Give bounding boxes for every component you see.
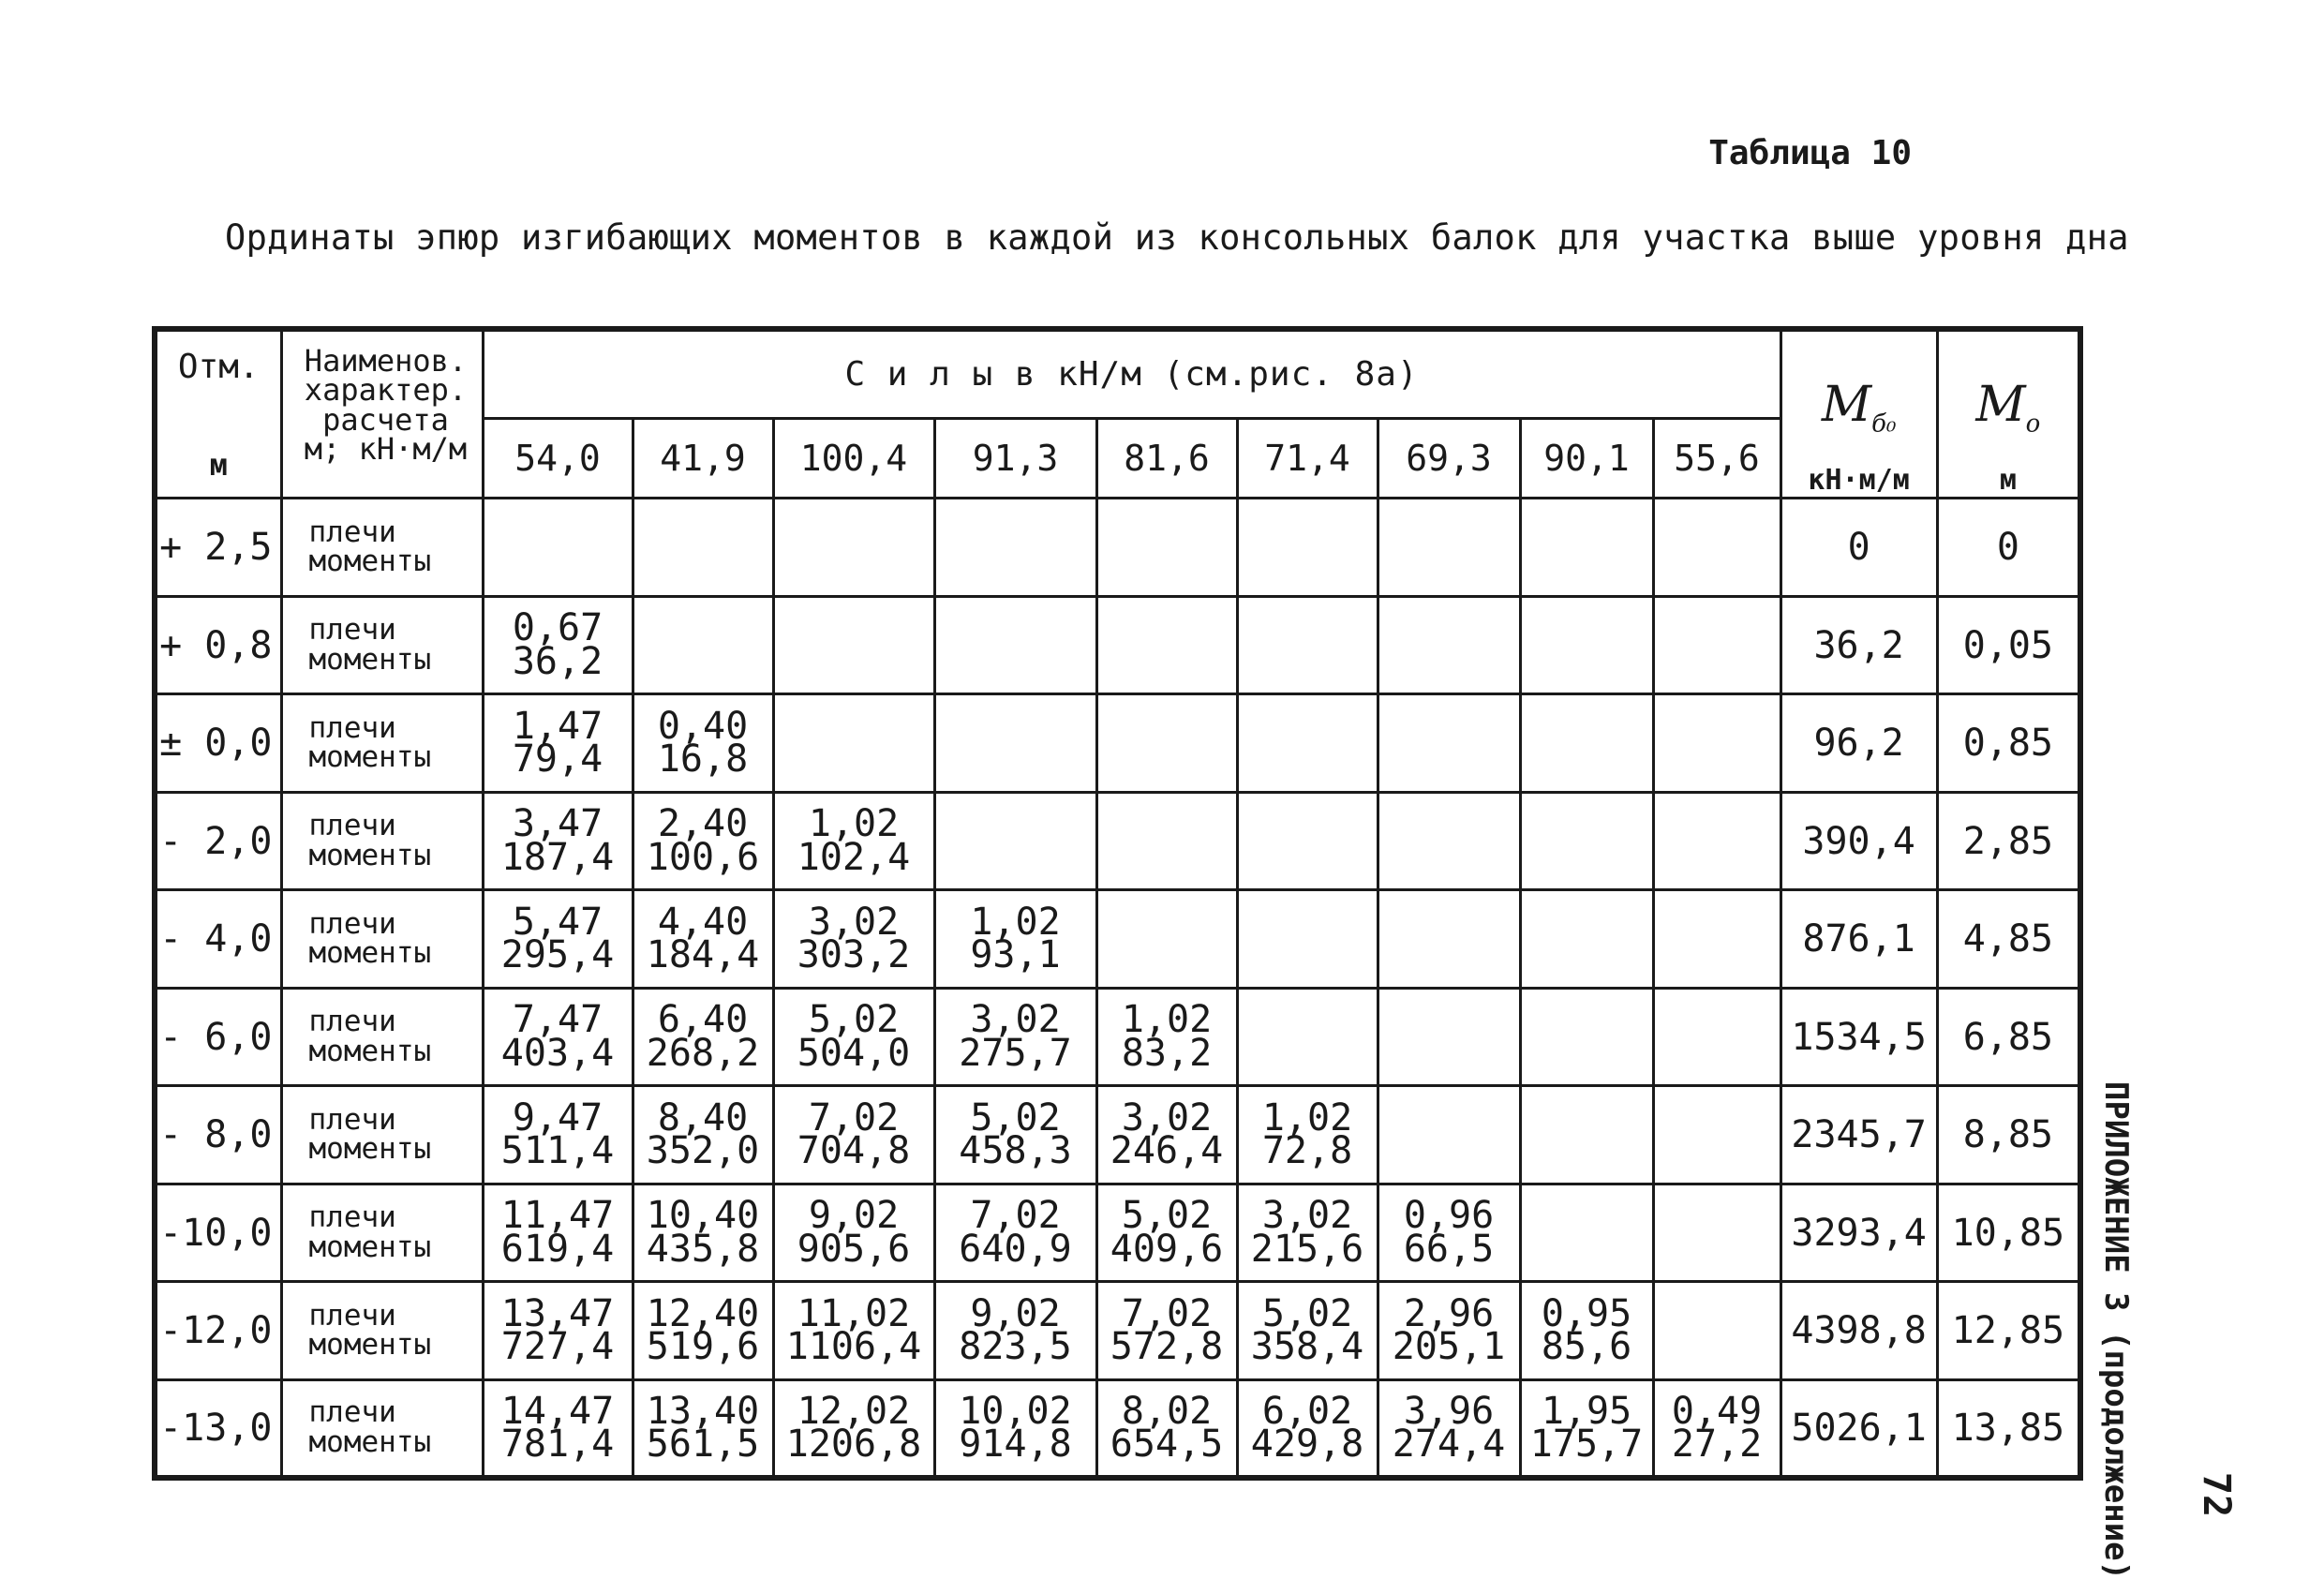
arm-value: 1,02	[1121, 998, 1213, 1042]
value-cell	[1520, 1184, 1653, 1282]
moment-value: 914,8	[959, 1422, 1072, 1466]
moment-value: 640,9	[959, 1227, 1072, 1271]
moment-value: 352,0	[646, 1129, 760, 1173]
arm-value: 1,02	[808, 802, 900, 846]
moment-value: 205,1	[1392, 1325, 1506, 1369]
moment-value: 519,6	[646, 1325, 760, 1369]
value-cell	[1653, 1282, 1780, 1380]
arm-value: 9,02	[808, 1194, 900, 1238]
force-value-header: 71,4	[1237, 419, 1378, 499]
arm-value: 5,02	[1261, 1291, 1353, 1335]
name-header-line: Наименов.	[304, 343, 468, 379]
moment-value: 295,4	[500, 933, 615, 977]
table-row	[155, 1184, 2080, 1282]
arm-value: 0,95	[1541, 1291, 1632, 1335]
moment-value: 435,8	[646, 1227, 760, 1271]
mb0-cell: 4398,8	[1780, 1282, 1937, 1380]
value-cell	[483, 890, 633, 989]
value-cell	[773, 1282, 934, 1380]
mb0-cell: 36,2	[1780, 596, 1937, 694]
arm-value: 8,02	[1121, 1389, 1213, 1433]
moments-label: моменты	[308, 1424, 432, 1459]
arms-label: плечи	[308, 906, 396, 941]
force-value-header: 55,6	[1653, 419, 1780, 499]
moment-value: 93,1	[970, 933, 1061, 977]
arm-value: 13,47	[500, 1291, 615, 1335]
table-row	[155, 1282, 2080, 1380]
row-name-cell	[281, 694, 483, 793]
moment-value: 504,0	[797, 1031, 911, 1075]
value-cell	[1096, 988, 1237, 1086]
moment-value: 85,6	[1541, 1325, 1632, 1369]
forces-header: С и л ы в кН/м (см.рис. 8а)	[483, 329, 1780, 419]
moments-label: моменты	[308, 936, 432, 971]
value-cell	[483, 792, 633, 890]
table-row	[155, 1379, 2080, 1478]
value-cell	[934, 694, 1096, 793]
m0-cell: 0	[1937, 499, 2080, 597]
value-cell	[1520, 596, 1653, 694]
arm-value: 2,96	[1403, 1291, 1495, 1335]
value-cell	[633, 1086, 773, 1184]
value-cell	[1653, 1184, 1780, 1282]
value-cell	[483, 1379, 633, 1478]
m0-cell: 0,05	[1937, 596, 2080, 694]
moment-value: 268,2	[646, 1031, 760, 1075]
value-cell	[483, 596, 633, 694]
value-cell	[633, 596, 773, 694]
arm-value: 5,02	[970, 1095, 1061, 1140]
moments-table	[152, 326, 2083, 1481]
table-row	[155, 792, 2080, 890]
moment-value: 561,5	[646, 1422, 760, 1466]
row-name-cell	[281, 596, 483, 694]
arm-value: 5,02	[1121, 1194, 1213, 1238]
value-cell	[1237, 792, 1378, 890]
value-cell	[1096, 694, 1237, 793]
arm-value: 0,67	[512, 606, 603, 650]
elevation-cell: -12,0	[155, 1282, 281, 1380]
name-header	[281, 329, 483, 499]
arm-value: 2,40	[657, 802, 749, 846]
moment-value: 102,4	[797, 835, 911, 879]
table-row	[155, 890, 2080, 989]
arm-value: 0,49	[1671, 1389, 1763, 1433]
force-value-header: 91,3	[934, 419, 1096, 499]
value-cell	[1096, 1282, 1237, 1380]
value-cell	[633, 1282, 773, 1380]
value-cell	[934, 1086, 1096, 1184]
moment-value: 36,2	[512, 639, 603, 683]
moment-value: 175,7	[1529, 1422, 1644, 1466]
value-cell	[1378, 596, 1520, 694]
arms-label: плечи	[308, 809, 396, 843]
moment-value: 66,5	[1403, 1227, 1495, 1271]
value-cell	[934, 1282, 1096, 1380]
value-cell	[1237, 596, 1378, 694]
moment-value: 27,2	[1671, 1422, 1763, 1466]
value-cell	[1237, 1086, 1378, 1184]
value-cell	[1653, 499, 1780, 597]
arm-value: 14,47	[500, 1389, 615, 1433]
moment-value: 403,4	[500, 1031, 615, 1075]
value-cell	[1378, 890, 1520, 989]
elevation-cell: -13,0	[155, 1379, 281, 1478]
row-name-cell	[281, 499, 483, 597]
row-name-cell	[281, 1086, 483, 1184]
moment-value: 215,6	[1250, 1227, 1364, 1271]
arm-value: 3,47	[512, 802, 603, 846]
value-cell	[934, 792, 1096, 890]
moment-value: 1206,8	[785, 1422, 922, 1466]
arms-label: плечи	[308, 1200, 396, 1235]
arm-value: 7,02	[970, 1194, 1061, 1238]
row-name-cell	[281, 792, 483, 890]
value-cell	[1237, 1379, 1378, 1478]
value-cell	[773, 1086, 934, 1184]
value-cell	[1237, 499, 1378, 597]
arms-label: плечи	[308, 1298, 396, 1333]
moment-value: 184,4	[646, 933, 760, 977]
value-cell	[483, 694, 633, 793]
name-header-line: расчета	[322, 401, 449, 438]
value-cell	[633, 988, 773, 1086]
force-value-header: 41,9	[633, 419, 773, 499]
force-value-header: 90,1	[1520, 419, 1653, 499]
value-cell	[934, 1379, 1096, 1478]
value-cell	[1378, 1379, 1520, 1478]
moment-value: 572,8	[1110, 1325, 1224, 1369]
value-cell	[934, 988, 1096, 1086]
moment-value: 409,6	[1110, 1227, 1224, 1271]
arm-value: 7,02	[808, 1095, 900, 1140]
moment-value: 358,4	[1250, 1325, 1364, 1369]
value-cell	[1520, 1379, 1653, 1478]
m0-cell: 12,85	[1937, 1282, 2080, 1380]
row-name-cell	[281, 1282, 483, 1380]
mb0-cell: 1534,5	[1780, 988, 1937, 1086]
arms-label: плечи	[308, 613, 396, 648]
value-cell	[483, 499, 633, 597]
moment-value: 654,5	[1110, 1422, 1224, 1466]
value-cell	[1096, 1379, 1237, 1478]
elevation-header-label: Отм.	[177, 348, 260, 386]
table-row	[155, 694, 2080, 793]
value-cell	[1653, 1086, 1780, 1184]
value-cell	[1520, 694, 1653, 793]
value-cell	[1653, 1379, 1780, 1478]
m0-cell: 2,85	[1937, 792, 2080, 890]
arm-value: 12,40	[646, 1291, 760, 1335]
moment-value: 823,5	[959, 1325, 1072, 1369]
arms-label: плечи	[308, 1395, 396, 1430]
value-cell	[633, 890, 773, 989]
moment-value: 1106,4	[785, 1325, 922, 1369]
elevation-cell: + 0,8	[155, 596, 281, 694]
value-cell	[1520, 1086, 1653, 1184]
value-cell	[773, 988, 934, 1086]
arm-value: 7,02	[1121, 1291, 1213, 1335]
moment-value: 275,7	[959, 1031, 1072, 1075]
arm-value: 1,02	[1261, 1095, 1353, 1140]
moment-value: 619,4	[500, 1227, 615, 1271]
m0-cell: 6,85	[1937, 988, 2080, 1086]
m0-cell: 13,85	[1937, 1379, 2080, 1478]
mb0-symbol: $M_{б_0}$	[1821, 377, 1897, 439]
moments-label: моменты	[308, 1132, 432, 1167]
moments-label: моменты	[308, 544, 432, 579]
arm-value: 3,02	[1121, 1095, 1213, 1140]
value-cell	[934, 1184, 1096, 1282]
arm-value: 3,02	[808, 900, 900, 944]
moments-label: моменты	[308, 1328, 432, 1363]
arm-value: 11,02	[797, 1291, 911, 1335]
elevation-cell: - 8,0	[155, 1086, 281, 1184]
m0-cell: 0,85	[1937, 694, 2080, 793]
force-value-header: 81,6	[1096, 419, 1237, 499]
value-cell	[1653, 694, 1780, 793]
moments-label: моменты	[308, 838, 432, 872]
mb0-cell: 3293,4	[1780, 1184, 1937, 1282]
value-cell	[773, 596, 934, 694]
value-cell	[1096, 1086, 1237, 1184]
value-cell	[773, 792, 934, 890]
value-cell	[1520, 792, 1653, 890]
value-cell	[633, 694, 773, 793]
value-cell	[1378, 1184, 1520, 1282]
elevation-cell: -10,0	[155, 1184, 281, 1282]
arm-value: 7,47	[512, 998, 603, 1042]
arm-value: 13,40	[646, 1389, 760, 1433]
arm-value: 12,02	[797, 1389, 911, 1433]
arm-value: 1,02	[970, 900, 1061, 944]
value-cell	[633, 1184, 773, 1282]
value-cell	[1237, 1184, 1378, 1282]
value-cell	[1096, 596, 1237, 694]
mb0-cell: 876,1	[1780, 890, 1937, 989]
moment-value: 100,6	[646, 835, 760, 879]
moment-value: 246,4	[1110, 1129, 1224, 1173]
arm-value: 11,47	[500, 1194, 615, 1238]
force-value-header: 100,4	[773, 419, 934, 499]
row-name-cell	[281, 1184, 483, 1282]
value-cell	[1237, 1282, 1378, 1380]
moment-value: 727,4	[500, 1325, 615, 1369]
elevation-header-unit: м	[209, 447, 228, 483]
m0-cell: 4,85	[1937, 890, 2080, 989]
elevation-cell: - 2,0	[155, 792, 281, 890]
arm-value: 0,40	[657, 704, 749, 748]
arm-value: 0,96	[1403, 1194, 1495, 1238]
arms-label: плечи	[308, 514, 396, 549]
table-number: Таблица 10	[1708, 134, 1912, 172]
arm-value: 3,96	[1403, 1389, 1495, 1433]
arms-label: плечи	[308, 1005, 396, 1039]
arm-value: 9,47	[512, 1095, 603, 1140]
row-name-cell	[281, 890, 483, 989]
value-cell	[1096, 792, 1237, 890]
elevation-header	[155, 329, 281, 499]
mb0-unit: кН·м/м	[1808, 464, 1910, 498]
elevation-cell: - 4,0	[155, 890, 281, 989]
table-row	[155, 596, 2080, 694]
value-cell	[1653, 988, 1780, 1086]
arm-value: 1,95	[1541, 1389, 1632, 1433]
m0-unit: м	[1999, 464, 2017, 498]
table-row	[155, 988, 2080, 1086]
arm-value: 3,02	[1261, 1194, 1353, 1238]
arm-value: 5,47	[512, 900, 603, 944]
value-cell	[1378, 1086, 1520, 1184]
moment-value: 79,4	[512, 737, 603, 782]
name-header-line: м; кН·м/м	[304, 431, 468, 468]
m0-cell: 8,85	[1937, 1086, 2080, 1184]
value-cell	[483, 1086, 633, 1184]
value-cell	[1378, 499, 1520, 597]
value-cell	[483, 1184, 633, 1282]
value-cell	[1520, 1282, 1653, 1380]
value-cell	[934, 499, 1096, 597]
elevation-cell: + 2,5	[155, 499, 281, 597]
arm-value: 6,40	[657, 998, 749, 1042]
value-cell	[1237, 694, 1378, 793]
force-value-header: 69,3	[1378, 419, 1520, 499]
value-cell	[483, 988, 633, 1086]
mb0-cell: 390,4	[1780, 792, 1937, 890]
value-cell	[1378, 988, 1520, 1086]
m0-symbol: $M_о$	[1975, 377, 2041, 439]
arms-label: плечи	[308, 710, 396, 745]
force-value-header: 54,0	[483, 419, 633, 499]
mb0-cell: 5026,1	[1780, 1379, 1937, 1478]
value-cell	[1096, 890, 1237, 989]
moments-label: моменты	[308, 1229, 432, 1264]
m0-cell: 10,85	[1937, 1184, 2080, 1282]
value-cell	[1520, 890, 1653, 989]
arm-value: 5,02	[808, 998, 900, 1042]
value-cell	[1096, 499, 1237, 597]
mb0-cell: 2345,7	[1780, 1086, 1937, 1184]
value-cell	[1653, 596, 1780, 694]
value-cell	[1653, 792, 1780, 890]
value-cell	[633, 1379, 773, 1478]
value-cell	[773, 890, 934, 989]
moment-value: 72,8	[1261, 1129, 1353, 1173]
table-row	[155, 499, 2080, 597]
moment-value: 187,4	[500, 835, 615, 879]
arm-value: 3,02	[970, 998, 1061, 1042]
elevation-cell: ± 0,0	[155, 694, 281, 793]
moments-label: моменты	[308, 1034, 432, 1068]
mb0-header	[1780, 329, 1937, 499]
row-name-cell	[281, 1379, 483, 1478]
arm-value: 8,40	[657, 1095, 749, 1140]
value-cell	[1653, 890, 1780, 989]
table-caption: Ординаты эпюр изгибающих моментов в каждой из консольных балок для участка выше уровня дна	[225, 217, 2129, 258]
value-cell	[1237, 890, 1378, 989]
m0-header	[1937, 329, 2080, 499]
value-cell	[1520, 499, 1653, 597]
value-cell	[934, 596, 1096, 694]
value-cell	[773, 1184, 934, 1282]
moment-value: 274,4	[1392, 1422, 1506, 1466]
moment-value: 704,8	[797, 1129, 911, 1173]
moments-label: моменты	[308, 740, 432, 775]
value-cell	[934, 890, 1096, 989]
table-row	[155, 1086, 2080, 1184]
value-cell	[1096, 1184, 1237, 1282]
mb0-cell: 96,2	[1780, 694, 1937, 793]
moment-value: 16,8	[657, 737, 749, 782]
row-name-cell	[281, 988, 483, 1086]
moments-label: моменты	[308, 642, 432, 677]
name-header-line: характер.	[304, 372, 468, 409]
value-cell	[773, 694, 934, 793]
arm-value: 4,40	[657, 900, 749, 944]
value-cell	[633, 499, 773, 597]
moment-value: 905,6	[797, 1227, 911, 1271]
value-cell	[1520, 988, 1653, 1086]
value-cell	[483, 1282, 633, 1380]
arms-label: плечи	[308, 1102, 396, 1137]
mb0-cell: 0	[1780, 499, 1937, 597]
arm-value: 6,02	[1261, 1389, 1353, 1433]
appendix-note: ПРИЛОЖЕНИЕ 3 (продолжение)	[2097, 1080, 2135, 1581]
value-cell	[1378, 1282, 1520, 1380]
arm-value: 10,02	[959, 1389, 1072, 1433]
moment-value: 511,4	[500, 1129, 615, 1173]
moment-value: 458,3	[959, 1129, 1072, 1173]
value-cell	[633, 792, 773, 890]
moment-value: 303,2	[797, 933, 911, 977]
arm-value: 1,47	[512, 704, 603, 748]
elevation-cell: - 6,0	[155, 988, 281, 1086]
page-number: 72	[2195, 1471, 2238, 1518]
value-cell	[1378, 694, 1520, 793]
moment-value: 429,8	[1250, 1422, 1364, 1466]
value-cell	[1237, 988, 1378, 1086]
moment-value: 83,2	[1121, 1031, 1213, 1075]
value-cell	[773, 1379, 934, 1478]
arm-value: 9,02	[970, 1291, 1061, 1335]
value-cell	[773, 499, 934, 597]
moment-value: 781,4	[500, 1422, 615, 1466]
arm-value: 10,40	[646, 1194, 760, 1238]
value-cell	[1378, 792, 1520, 890]
